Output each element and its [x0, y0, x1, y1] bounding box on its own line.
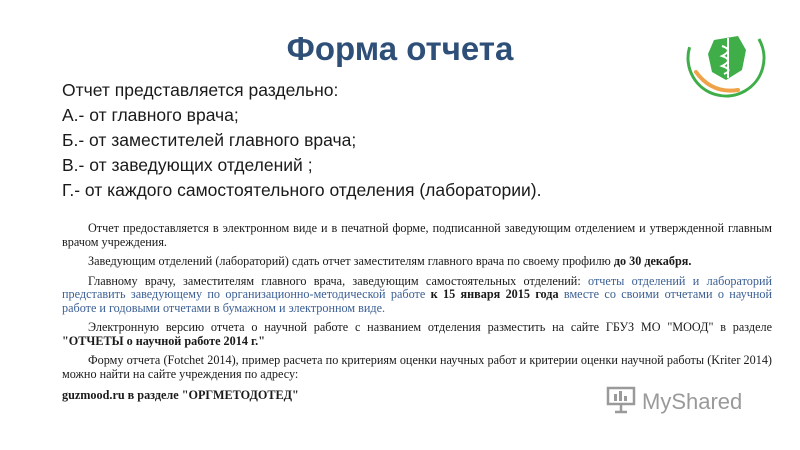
list-item: В.- от заведующих отделений ; — [62, 155, 313, 175]
submission-highlight: отчеты отделений и лабораторий представить заведующему по организационно-методической работе — [62, 273, 772, 301]
paragraph-electronic — [62, 321, 772, 348]
electronic-section: "ОТЧЕТЫ о научной работе 2014 г." — [62, 333, 265, 348]
paragraph-submission — [62, 275, 772, 316]
myshared-watermark — [606, 386, 776, 418]
electronic-text: Электронную версию отчета о научной работе с названием отделения разместить на сайте ГБУЗ МО "МООД" в разделе — [88, 320, 772, 334]
list-item: Б.- от заместителей главного врача; — [62, 130, 357, 150]
presentation-icon — [606, 386, 636, 419]
instructions-text — [62, 222, 772, 409]
paragraph-deadline — [62, 255, 772, 269]
site-address: guzmood.ru в разделе "ОРГМЕТОДОТЕД" — [62, 388, 299, 402]
paragraph-format: Отчет предоставляется в электронном виде и в печатной форме, подписанной заведующим отделением и утвержденной главным врачом учреждения. — [62, 221, 772, 249]
deadline-date: до 30 декабря. — [613, 254, 692, 268]
submission-rest: вместе со своими отчетами о научной работе и годовыми отчетами в бумажном и электронном виде. — [62, 287, 772, 315]
medical-caduceus-logo — [682, 14, 770, 102]
report-types-list — [62, 78, 682, 203]
slide-title: Форма отчета — [286, 30, 514, 67]
submission-date: к 15 января 2015 года — [430, 287, 559, 301]
list-item: А.- от главного врача; — [62, 105, 239, 125]
paragraph-form: Форму отчета (Fotchet 2014), пример расчета по критериям оценки научных работ и критерии оценки научной работы (Kriter 2014) можно найти на сайте учреждения по адресу: — [62, 353, 772, 381]
list-item: Отчет представляется раздельно: — [62, 80, 339, 100]
watermark-text: MyShared — [642, 389, 743, 414]
submission-text: Главному врачу, заместителям главного врача, заведующим самостоятельных отделений: — [88, 273, 589, 288]
list-item: Г.- от каждого самостоятельного отделения (лаборатории). — [62, 180, 542, 200]
deadline-text: Заведующим отделений (лабораторий) сдать отчет заместителям главного врача по своему профилю — [88, 254, 614, 268]
